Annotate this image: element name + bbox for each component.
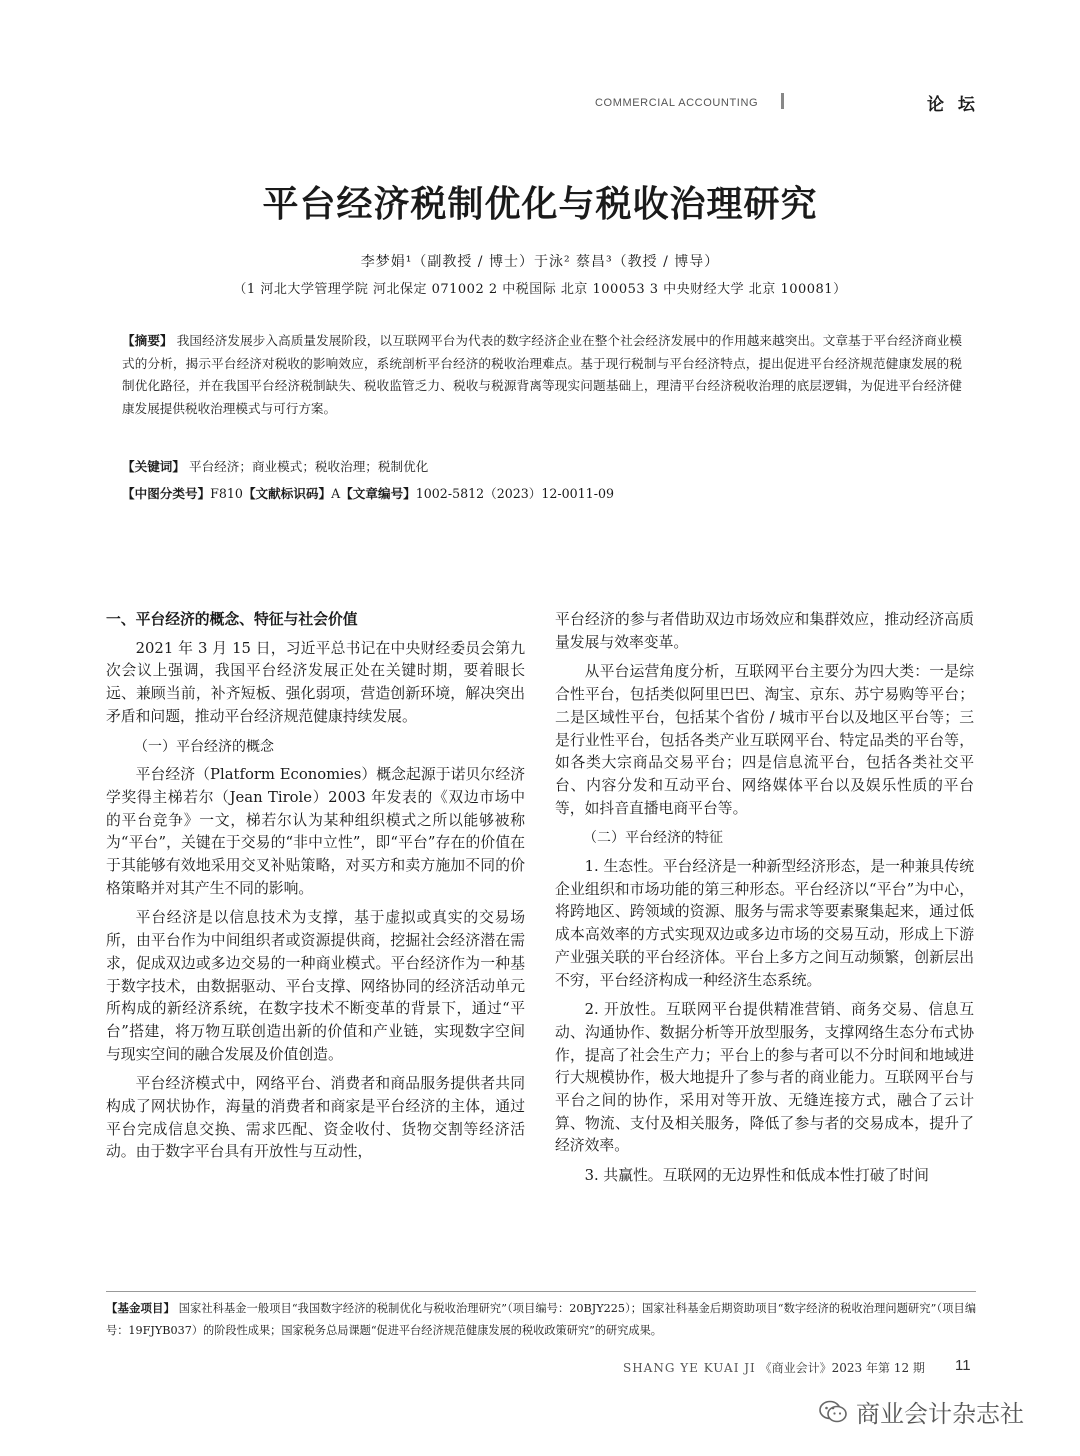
journal-issue: 《商业会计》2023 年第 12 期 — [759, 1361, 925, 1375]
abstract-label: 【摘要】 — [122, 333, 173, 348]
header-divider — [781, 93, 784, 109]
funding-text: 国家社科基金一般项目“我国数字经济的税制优化与税收治理研究”（项目编号：20BJY225）；国家社科基金后期资助项目“数字经济的税收治理问题研究”（项目编号：19FJYB037）的阶段性成果；国家税务总局课题“促进平台经济规范健康发展的税收政策研究”的研究成果。 — [106, 1302, 977, 1337]
paragraph: 3. 共赢性。互联网的无边界性和低成本性打破了时间 — [584, 1167, 929, 1185]
journal-name-en: COMMERCIAL ACCOUNTING — [595, 97, 759, 109]
paragraph: 平台经济是以信息技术为支撑，基于虚拟或真实的交易场所，由平台作为中间组织者或资源提供商，挖掘社会经济潜在需求，促成双边或多边交易的一种商业模式。平台经济作为一种基于数字技术，由数据驱动、平台支撑、网络协同的经济活动单元所构成的新经济系统，在数字技术不断变革的背景下，通过“平台”搭建，将万物互联创造出新的价值和产业链，实现数字空间与现实空间的融合发展及价值创造。 — [106, 909, 525, 1063]
paragraph: 2021 年 3 月 15 日，习近平总书记在中央财经委员会第九次会议上强调，我国平台经济发展正处在关键时期，要着眼长远、兼顾当前，补齐短板、强化弱项，营造创新环境，解决突出矛盾和问题，推动平台经济规范健康持续发展。 — [106, 639, 525, 725]
clc-value: F810 — [210, 486, 243, 501]
classification-line — [122, 483, 962, 506]
keywords-label: 【关键词】 — [122, 459, 185, 474]
article-number-label: 【文章编号】 — [340, 486, 416, 501]
paragraph-continued: 平台经济的参与者借助双边市场效应和集群效应，推动经济高质量发展与效率变革。 — [555, 611, 974, 651]
paragraph: 平台经济模式中，网络平台、消费者和商品服务提供者共同构成了网状协作，海量的消费者和商家是平台经济的主体，通过平台完成信息交换、需求匹配、资金收付、货物交割等经济活动。由于数字平台具有开放性与互动性， — [106, 1075, 525, 1161]
funding-label: 【基金项目】 — [106, 1301, 176, 1315]
body-column-left — [106, 609, 525, 1171]
subsection-heading: （一）平台经济的概念 — [134, 738, 274, 755]
keywords — [122, 456, 962, 479]
abstract-text: 我国经济发展步入高质量发展阶段，以互联网平台为代表的数字经济企业在整个社会经济发展中的作用越来越突出。文章基于平台经济商业模式的分析，揭示平台经济对税收的影响效应，系统剖析平台经济的税收治理难点。基于现行税制与平台经济特点，提出促进平台经济规范健康发展的税制优化路径，并在我国平台经济税制缺失、税收监管乏力、税收与税源背离等现实问题基础上，理清平台经济税收治理的底层逻辑，为促进平台经济健康发展提供税收治理模式与可行方案。 — [122, 333, 962, 416]
paragraph: 1. 生态性。平台经济是一种新型经济形态，是一种兼具传统企业组织和市场功能的第三种形态。平台经济以“平台”为中心，将跨地区、跨领域的资源、服务与需求等要素聚集起来，通过低成本高效率的方式实现双边或多边市场的交易互动，形成上下游产业强关联的平台经济体。平台上多方之间互动频繁，创新层出不穷，平台经济构成一种经济生态系统。 — [555, 858, 974, 989]
abstract — [122, 330, 962, 420]
doc-code-label: 【文献标识码】 — [242, 486, 332, 501]
wechat-icon — [818, 1399, 848, 1431]
page-number: 11 — [955, 1357, 971, 1374]
author-line: 李梦娟¹（副教授 / 博士）于泳² 蔡昌³（教授 / 博导） — [360, 254, 720, 270]
clc-label: 【中图分类号】 — [122, 486, 211, 501]
journal-pinyin: SHANG YE KUAI JI — [623, 1361, 756, 1375]
subsection-heading: （二）平台经济的特征 — [583, 830, 723, 847]
article-title: 平台经济税制优化与税收治理研究 — [262, 184, 818, 225]
doc-code-value: A — [331, 486, 341, 501]
section-heading: 一、平台经济的概念、特征与社会价值 — [106, 611, 358, 628]
keywords-text: 平台经济；商业模式；税收治理；税制优化 — [188, 459, 429, 474]
body-column-right — [555, 609, 974, 1195]
funding-note — [106, 1297, 976, 1342]
footnote-divider — [106, 1291, 976, 1292]
paragraph: 2. 开放性。互联网平台提供精准营销、商务交易、信息互动、沟通协作、数据分析等开放型服务，支撑网络生态分布式协作，提高了社会生产力；平台上的参与者可以不分时间和地域进行大规模协作，极大地提升了参与者的商业能力。互联网平台与平台之间的协作，采用对等开放、无缝连接方式，融合了云计算、物流、支付及相关服务，降低了参与者的交易成本，提升了经济效率。 — [555, 1001, 974, 1155]
paragraph: 平台经济（Platform Economies）概念起源于诺贝尔经济学奖得主梯若尔（Jean Tirole）2003 年发表的《双边市场中的平台竞争》一文，梯若尔认为某种组织模式之所以能够被称为“平台”，关键在于交易的“非中立性”，即“平台”存在的价值在于其能够有效地采用交叉补贴策略，对买方和卖方施加不同的价格策略并对其产生不同的影响。 — [106, 766, 525, 897]
section-tag: 论 坛 — [927, 95, 979, 115]
watermark — [818, 1394, 1024, 1431]
article-number-value: 1002-5812（2023）12-0011-09 — [415, 486, 614, 501]
affiliation-line: （1 河北大学管理学院 河北保定 071002 2 中税国际 北京 100053 3 中央财经大学 北京 100081） — [233, 282, 847, 297]
watermark-text: 商业会计杂志社 — [856, 1400, 1024, 1428]
paragraph: 从平台运营角度分析，互联网平台主要分为四大类：一是综合性平台，包括类似阿里巴巴、淘宝、京东、苏宁易购等平台；二是区域性平台，包括某个省份 / 城市平台以及地区平台等；三是行业性平台，包括各类产业互联网平台、特定品类的平台等，如各类大宗商品交易平台；四是信息流平台，包括各类社交平台、内容分发和互动平台、网络媒体平台以及娱乐性质的平台等，如抖音直播电商平台等。 — [555, 663, 974, 817]
page-footer — [623, 1359, 925, 1376]
